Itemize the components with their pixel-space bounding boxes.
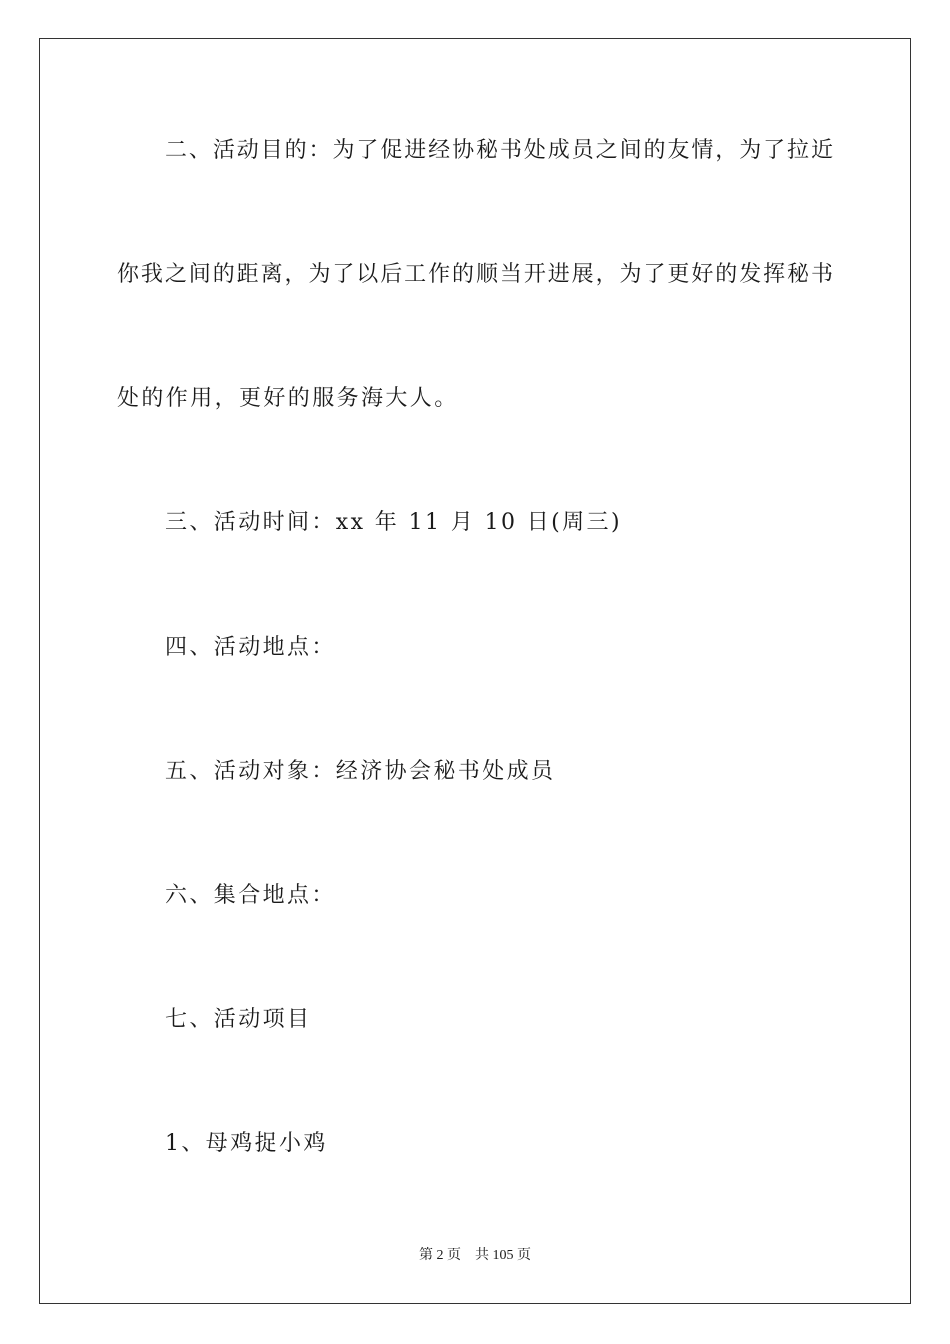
paragraph-purpose-line-3: 处的作用，更好的服务海大人。 bbox=[117, 386, 459, 411]
section-activity-items: 七、活动项目 bbox=[165, 1007, 312, 1032]
page-footer bbox=[0, 1247, 950, 1265]
list-item-1: 1、母鸡捉小鸡 bbox=[165, 1131, 328, 1156]
section-activity-target: 五、活动对象：经济协会秘书处成员 bbox=[165, 759, 556, 784]
section-activity-location: 四、活动地点： bbox=[165, 635, 336, 660]
section-meeting-point: 六、集合地点： bbox=[165, 883, 336, 908]
paragraph-purpose-line-1: 二、活动目的：为了促进经协秘书处成员之间的友情，为了拉近 bbox=[165, 138, 833, 163]
page-border bbox=[39, 38, 911, 1304]
paragraph-purpose-line-2: 你我之间的距离，为了以后工作的顺当开进展，为了更好的发挥秘书 bbox=[117, 262, 833, 287]
page-total: 共 105 页 bbox=[475, 1248, 531, 1263]
section-activity-time: 三、活动时间：xx 年 11 月 10 日(周三) bbox=[165, 510, 622, 535]
page-number: 第 2 页 bbox=[419, 1248, 461, 1263]
